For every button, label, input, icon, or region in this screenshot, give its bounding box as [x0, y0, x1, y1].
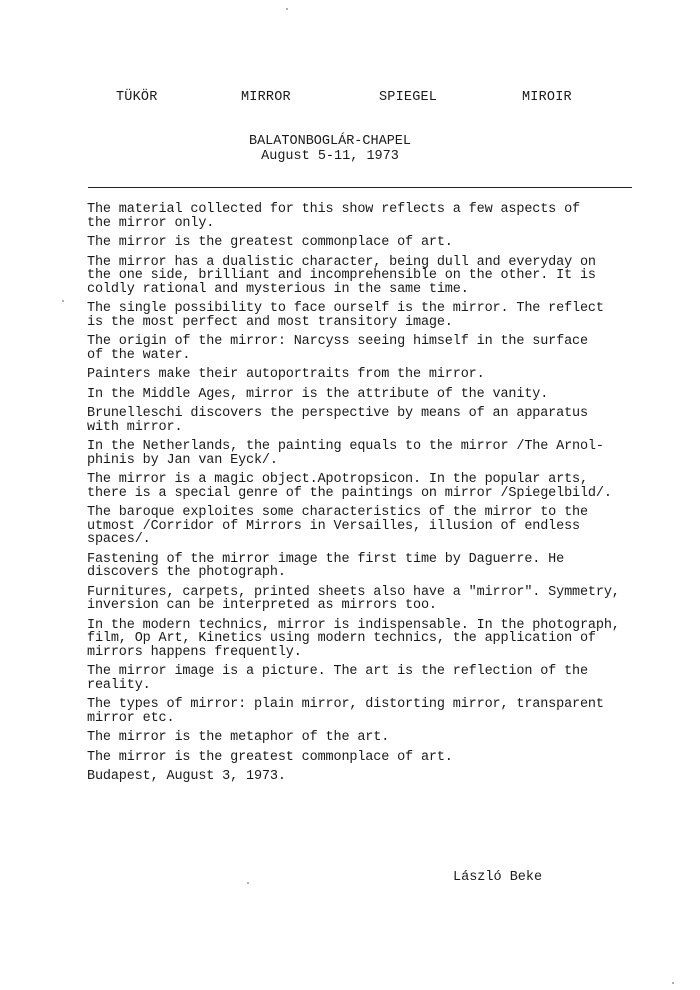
author-signature: László Beke: [453, 870, 543, 885]
paragraph: The mirror has a dualistic character, being dull and everyday on the one side, brilliant and incomprehensible on the other. It is coldly rational and mysterious in the same time.: [87, 254, 596, 297]
paragraph: Painters make their autoportraits from the mirror.: [87, 367, 485, 382]
paragraph: The mirror image is a picture. The art is the reflection of the reality.: [87, 664, 588, 693]
paper-speck: [62, 300, 64, 302]
paragraph: Brunelleschi discovers the perspective by means of an apparatus with mirror.: [87, 406, 588, 435]
paper-speck: [247, 882, 249, 884]
paragraph: Furnitures, carpets, printed sheets also have a "mirror". Symmetry, inversion can be interpreted as mirrors too.: [87, 584, 620, 613]
title-hungarian: TÜKÖR: [116, 90, 158, 105]
venue-name: BALATONBOGLÁR-CHAPEL: [248, 134, 412, 149]
paragraph: The single possibility to face ourself is the mirror. The reflect is the most perfect and most transitory image.: [87, 301, 604, 330]
paragraph: In the Netherlands, the painting equals to the mirror /The Arnol- phinis by Jan van Eyck/.: [87, 439, 604, 468]
body-text: [87, 203, 677, 790]
paragraph: The material collected for this show reflects a few aspects of the mirror only.: [87, 202, 580, 231]
title-french: MIROIR: [522, 90, 572, 105]
paragraph: The types of mirror: plain mirror, distorting mirror, transparent mirror etc.: [87, 697, 604, 726]
paragraph: The mirror is the greatest commonplace of art.: [87, 235, 453, 250]
paragraph: The mirror is a magic object.Apotropsicon. In the popular arts, there is a special genre of the paintings on mirror /Spiegelbild/.: [87, 472, 612, 501]
dateline: Budapest, August 3, 1973.: [87, 769, 286, 784]
venue-block: [0, 134, 660, 164]
paragraph: The origin of the mirror: Narcyss seeing himself in the surface of the water.: [87, 334, 588, 363]
paragraph: In the modern technics, mirror is indispensable. In the photograph, film, Op Art, Kinetics using modern technics, the application of mirrors happens frequently.: [87, 617, 620, 660]
paragraph: Fastening of the mirror image the first time by Daguerre. He discovers the photograph.: [87, 551, 565, 580]
horizontal-rule: [88, 187, 632, 188]
paragraph: The mirror is the greatest commonplace of art.: [87, 749, 453, 765]
paragraph: The baroque exploites some characteristics of the mirror to the utmost /Corridor of Mirrors in Versailles, illusion of endless spaces/.: [87, 505, 588, 547]
exhibition-date: August 5-11, 1973: [261, 149, 399, 164]
title-english: MIRROR: [241, 90, 291, 105]
paragraph: In the Middle Ages, mirror is the attribute of the vanity.: [87, 386, 549, 402]
paper-speck: [672, 982, 674, 984]
paper-speck: [286, 8, 288, 10]
paragraph: The mirror is the metaphor of the art.: [87, 730, 390, 745]
title-german: SPIEGEL: [379, 90, 438, 105]
